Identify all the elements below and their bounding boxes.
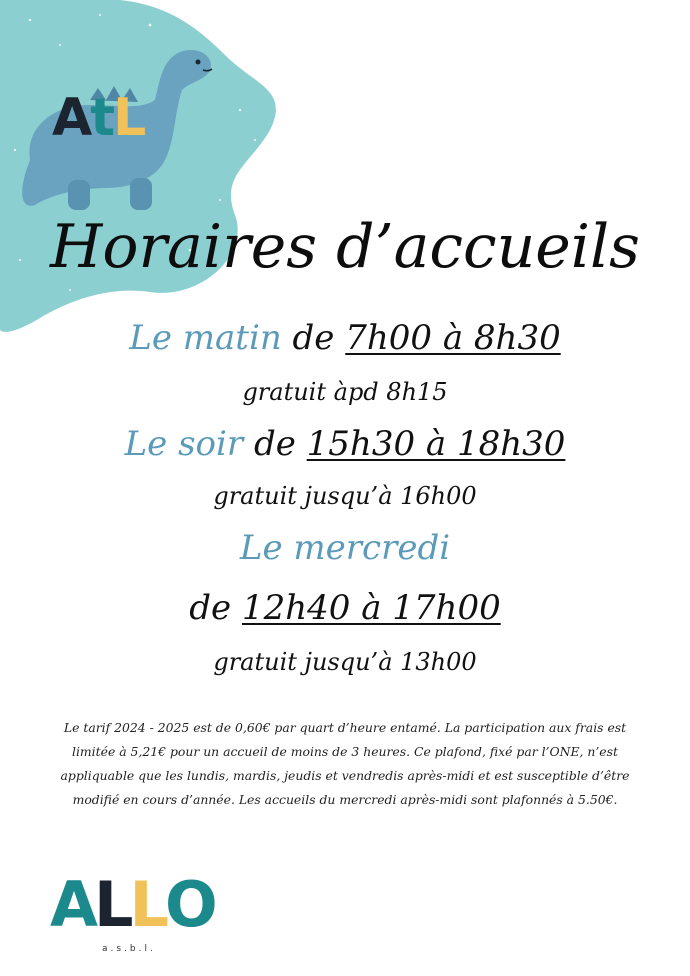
allo-logo xyxy=(50,868,214,941)
mercredi-label: Le mercredi xyxy=(239,528,451,568)
mercredi-hours: 12h40 à 17h00 xyxy=(241,588,501,628)
mercredi-note: gratuit jusqu’à 13h00 xyxy=(213,648,477,676)
allo-letter-a: A xyxy=(50,868,94,941)
soir-label: Le soir xyxy=(124,424,244,464)
matin-de: de xyxy=(281,318,346,358)
matin-note: gratuit àpd 8h15 xyxy=(242,378,448,406)
allo-letter-o: O xyxy=(165,868,214,941)
allo-letter-l2: L xyxy=(129,868,166,941)
soir-note: gratuit jusqu’à 16h00 xyxy=(213,482,477,510)
matin-line xyxy=(0,318,690,358)
matin-hours: 7h00 à 8h30 xyxy=(345,318,561,358)
asbl-label: a.s.b.l. xyxy=(102,944,156,954)
soir-hours: 15h30 à 18h30 xyxy=(306,424,566,464)
mercredi-de: de xyxy=(189,588,242,628)
page-title: Horaires d’accueils xyxy=(50,212,640,282)
atl-letter-a: A xyxy=(52,88,91,148)
matin-label: Le matin xyxy=(129,318,282,358)
tarif-paragraph: Le tarif 2024 - 2025 est de 0,60€ par quart d’heure entamé. La participation aux frais est limitée à 5,21€ pour un accueil de moins de 3 heures. Ce plafond, fixé par l’ONE, n’est appliquable que les lundis, mardis, jeudis et vendredis après-midi et est susceptible d’être modifié en cours d’année. Les accueils du mercredi après-midi sont plafonnés à 5.50€. xyxy=(60,720,630,807)
atl-letter-t: t xyxy=(90,88,114,148)
allo-letter-l1: L xyxy=(93,868,130,941)
soir-de: de xyxy=(243,424,307,464)
atl-letter-l: L xyxy=(113,88,145,148)
soir-line xyxy=(0,424,690,464)
mercredi-line xyxy=(0,588,690,628)
atl-logo xyxy=(52,88,144,148)
